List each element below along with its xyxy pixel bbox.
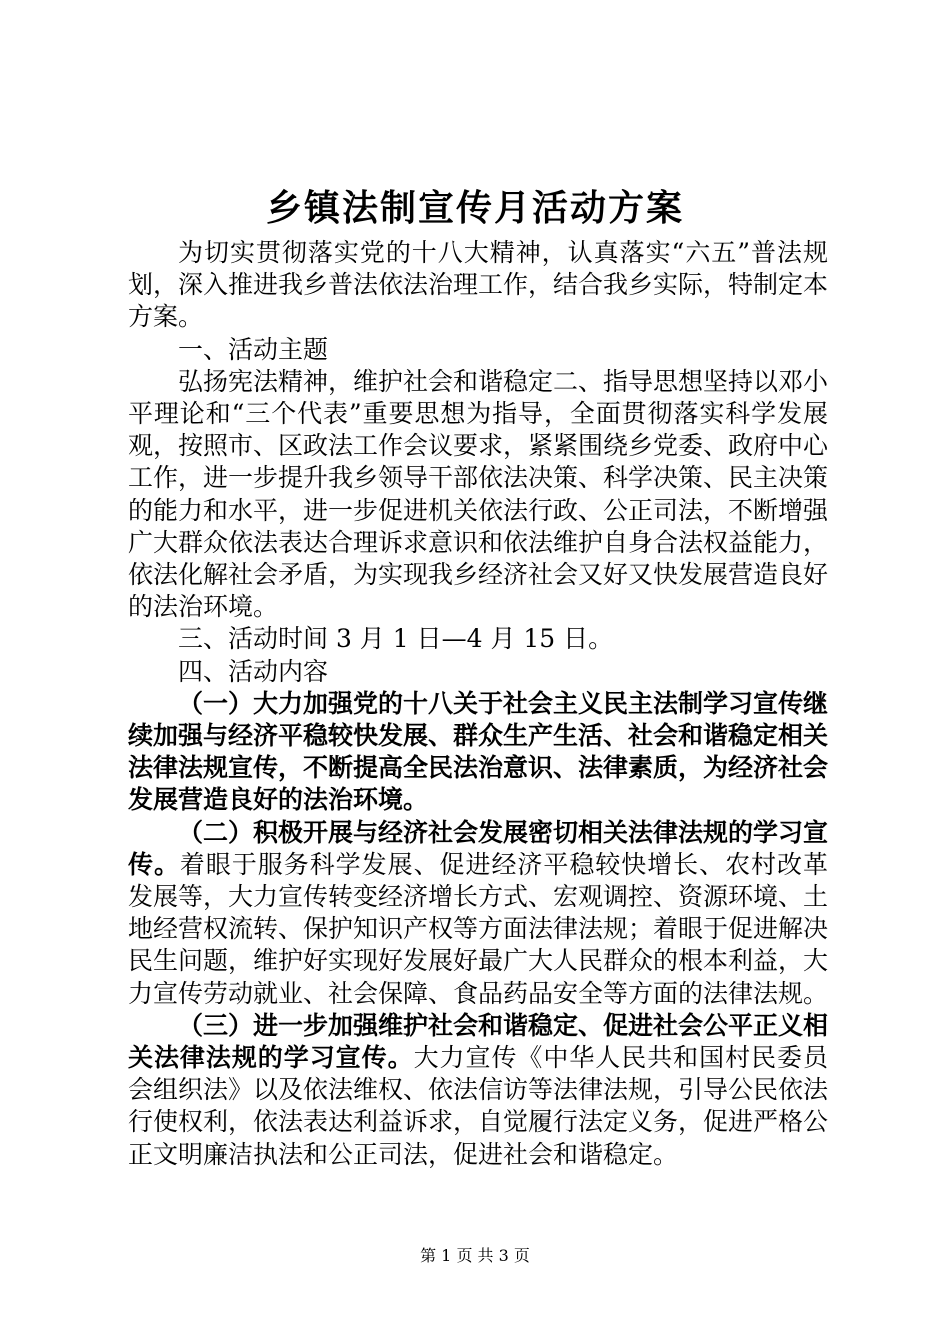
page-footer: 第 1 页 共 3 页 — [420, 1246, 530, 1265]
section-activity-time: 三、活动时间 3 月 1 日—4 月 15 日。 — [178, 624, 614, 654]
content-item-2-heading: （二）积极开展与经济社会发展密切相关法律法规的学习宣传。 — [128, 817, 829, 879]
content-item-1: （一）大力加强党的十八关于社会主义民主法制学习宣传继续加强与经济平稳较快发展、群众生产生活、社会和谐稳定相关法律法规宣传，不断提高全民法治意识、法律素质，为经济社会发展营造良好的法治环境。 — [128, 688, 829, 815]
document-title: 乡镇法制宣传月活动方案 — [265, 188, 684, 229]
document-body — [128, 237, 828, 1171]
content-item-3-heading: （三）进一步加强维护社会和谐稳定、促进社会公平正义相关法律法规的学习宣传。 — [128, 1010, 829, 1073]
intro-paragraph: 为切实贯彻落实党的十八大精神，认真落实“六五”普法规划，深入推进我乡普法依法治理工作，结合我乡实际，特制定本方案。 — [128, 238, 829, 332]
section-heading-theme: 一、活动主题 — [178, 334, 329, 364]
section-heading-content: 四、活动内容 — [178, 656, 329, 686]
theme-paragraph: 弘扬宪法精神，维护社会和谐稳定二、指导思想坚持以邓小平理论和“三个代表”重要思想为指导，全面贯彻落实科学发展观，按照市、区政法工作会议要求，紧紧围绕乡党委、政府中心工作，进一步提升我乡领导干部依法决策、科学决策、民主决策的能力和水平，进一步促进机关依法行政、公正司法，不断增强广大群众依法表达合理诉求意识和依法维护自身合法权益能力，依法化解社会矛盾，为实现我乡经济社会又好又快发展营造良好的法治环境。 — [128, 366, 829, 622]
content-item-3 — [128, 1010, 828, 1171]
content-item-2 — [128, 817, 828, 1010]
content-item-3-text: 大力宣传《中华人民共和国村民委员会组织法》以及依法维权、依法信访等法律法规，引导公民依法行使权利，依法表达利益诉求，自觉履行法定义务，促进严格公正文明廉洁执法和公正司法，促进社会和谐稳定。 — [128, 1043, 829, 1169]
content-item-2-text: 着眼于服务科学发展、促进经济平稳较快增长、农村改革发展等，大力宣传转变经济增长方式、宏观调控、资源环境、土地经营权流转、保护知识产权等方面法律法规；着眼于促进解决民生问题，维护好实现好发展好最广大人民群众的根本利益，大力宣传劳动就业、社会保障、食品药品安全等方面的法律法规。 — [128, 849, 829, 1008]
